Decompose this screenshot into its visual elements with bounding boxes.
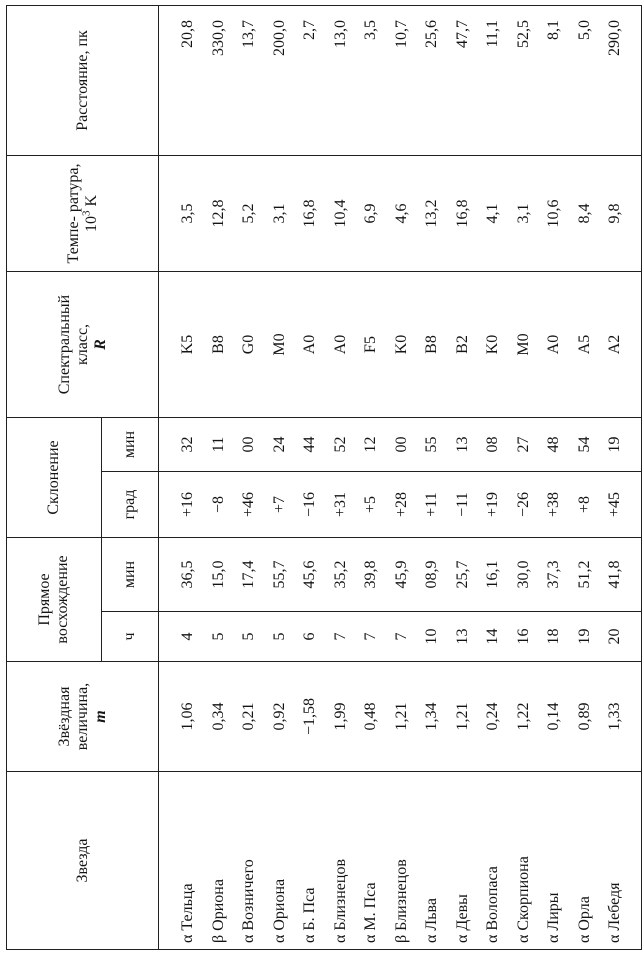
cell-distance: 25,6 [417, 5, 448, 155]
table-row [478, 5, 509, 949]
cell-dec-minutes: 27 [509, 417, 540, 471]
cell-ra-hours: 5 [234, 612, 265, 662]
cell-spectral-class: K5 [159, 271, 204, 417]
cell-temperature: 16,8 [448, 155, 479, 271]
cell-spectral-class: A2 [600, 271, 641, 417]
header-spectral-class: Спектральный класс, R [7, 271, 159, 417]
cell-star-name: α Возничего [234, 772, 265, 950]
table-row [265, 5, 296, 949]
table-row [295, 5, 326, 949]
cell-ra-minutes: 41,8 [600, 538, 641, 612]
cell-temperature: 4,1 [478, 155, 509, 271]
cell-star-name: β Близнецов [387, 772, 418, 950]
star-table [6, 5, 642, 950]
cell-ra-hours: 19 [570, 612, 601, 662]
cell-ra-minutes: 45,6 [295, 538, 326, 612]
header-ra-hours: ч [102, 612, 159, 662]
cell-temperature: 9,8 [600, 155, 641, 271]
cell-dec-minutes: 32 [159, 417, 204, 471]
cell-spectral-class: M0 [509, 271, 540, 417]
cell-temperature: 8,4 [570, 155, 601, 271]
cell-star-name: α Волопаса [478, 772, 509, 950]
cell-ra-hours: 16 [509, 612, 540, 662]
cell-distance: 8,1 [539, 5, 570, 155]
cell-star-name: α Скорпиона [509, 772, 540, 950]
cell-star-name: α Лиры [539, 772, 570, 950]
cell-distance: 13,7 [234, 5, 265, 155]
cell-magnitude: 0,24 [478, 662, 509, 772]
cell-dec-degrees: +19 [478, 472, 509, 538]
table-row [417, 5, 448, 949]
cell-dec-degrees: +8 [570, 472, 601, 538]
header-distance: Расстояние, пк [7, 5, 159, 155]
cell-spectral-class: A0 [539, 271, 570, 417]
cell-distance: 290,0 [600, 5, 641, 155]
cell-magnitude: 0,14 [539, 662, 570, 772]
table-row [539, 5, 570, 949]
cell-distance: 13,0 [326, 5, 357, 155]
header-magnitude: Звёздная величина, m [7, 662, 159, 772]
cell-dec-degrees: −11 [448, 472, 479, 538]
cell-temperature: 3,1 [265, 155, 296, 271]
cell-star-name: β Ориона [204, 772, 235, 950]
cell-magnitude: −1,58 [295, 662, 326, 772]
cell-dec-degrees: +46 [234, 472, 265, 538]
cell-ra-minutes: 37,3 [539, 538, 570, 612]
cell-star-name: α Ориона [265, 772, 296, 950]
cell-distance: 330,0 [204, 5, 235, 155]
cell-magnitude: 0,92 [265, 662, 296, 772]
cell-magnitude: 1,34 [417, 662, 448, 772]
cell-dec-minutes: 44 [295, 417, 326, 471]
cell-spectral-class: G0 [234, 271, 265, 417]
table-row [509, 5, 540, 949]
cell-dec-minutes: 00 [234, 417, 265, 471]
cell-ra-hours: 7 [326, 612, 357, 662]
cell-temperature: 10,4 [326, 155, 357, 271]
cell-dec-degrees: −26 [509, 472, 540, 538]
table-row [387, 5, 418, 949]
cell-distance: 10,7 [387, 5, 418, 155]
cell-dec-degrees: +7 [265, 472, 296, 538]
cell-ra-minutes: 08,9 [417, 538, 448, 612]
header-dec-degrees: град [102, 472, 159, 538]
cell-dec-minutes: 48 [539, 417, 570, 471]
cell-distance: 11,1 [478, 5, 509, 155]
cell-spectral-class: A5 [570, 271, 601, 417]
cell-dec-minutes: 52 [326, 417, 357, 471]
cell-star-name: α Девы [448, 772, 479, 950]
cell-dec-degrees: +16 [159, 472, 204, 538]
cell-magnitude: 1,21 [448, 662, 479, 772]
cell-star-name: α М. Пса [356, 772, 387, 950]
table-row [234, 5, 265, 949]
cell-spectral-class: K0 [387, 271, 418, 417]
header-declination: Склонение [7, 417, 102, 537]
table-body [159, 5, 642, 949]
cell-spectral-class: F5 [356, 271, 387, 417]
header-ra-minutes: мин [102, 538, 159, 612]
header-star: Звезда [7, 772, 159, 950]
cell-star-name: α Лебедя [600, 772, 641, 950]
cell-distance: 5,0 [570, 5, 601, 155]
cell-ra-hours: 20 [600, 612, 641, 662]
cell-distance: 2,7 [295, 5, 326, 155]
cell-distance: 3,5 [356, 5, 387, 155]
cell-distance: 20,8 [159, 5, 204, 155]
cell-dec-minutes: 24 [265, 417, 296, 471]
cell-dec-minutes: 00 [387, 417, 418, 471]
cell-temperature: 3,1 [509, 155, 540, 271]
cell-spectral-class: A0 [295, 271, 326, 417]
cell-ra-hours: 7 [356, 612, 387, 662]
table-row [326, 5, 357, 949]
cell-ra-hours: 6 [295, 612, 326, 662]
cell-temperature: 12,8 [204, 155, 235, 271]
cell-ra-minutes: 17,4 [234, 538, 265, 612]
table-row [448, 5, 479, 949]
cell-ra-hours: 5 [204, 612, 235, 662]
cell-star-name: α Б. Пса [295, 772, 326, 950]
cell-temperature: 10,6 [539, 155, 570, 271]
cell-ra-hours: 10 [417, 612, 448, 662]
cell-temperature: 16,8 [295, 155, 326, 271]
cell-distance: 47,7 [448, 5, 479, 155]
cell-magnitude: 0,21 [234, 662, 265, 772]
cell-magnitude: 1,99 [326, 662, 357, 772]
cell-distance: 200,0 [265, 5, 296, 155]
cell-dec-degrees: +31 [326, 472, 357, 538]
cell-magnitude: 0,48 [356, 662, 387, 772]
cell-spectral-class: B8 [417, 271, 448, 417]
cell-spectral-class: A0 [326, 271, 357, 417]
cell-ra-minutes: 30,0 [509, 538, 540, 612]
cell-ra-hours: 14 [478, 612, 509, 662]
cell-star-name: α Тельца [159, 772, 204, 950]
cell-ra-minutes: 45,9 [387, 538, 418, 612]
cell-ra-minutes: 15,0 [204, 538, 235, 612]
cell-dec-minutes: 12 [356, 417, 387, 471]
table-row [356, 5, 387, 949]
header-right-ascension: Прямое восхождение [7, 538, 102, 662]
cell-ra-hours: 7 [387, 612, 418, 662]
cell-dec-minutes: 08 [478, 417, 509, 471]
cell-spectral-class: B2 [448, 271, 479, 417]
cell-dec-degrees: +28 [387, 472, 418, 538]
cell-star-name: α Орла [570, 772, 601, 950]
cell-temperature: 3,5 [159, 155, 204, 271]
cell-ra-minutes: 25,7 [448, 538, 479, 612]
cell-temperature: 4,6 [387, 155, 418, 271]
cell-dec-degrees: +5 [356, 472, 387, 538]
cell-ra-minutes: 16,1 [478, 538, 509, 612]
cell-dec-minutes: 54 [570, 417, 601, 471]
cell-dec-degrees: +38 [539, 472, 570, 538]
cell-dec-minutes: 13 [448, 417, 479, 471]
cell-ra-minutes: 35,2 [326, 538, 357, 612]
cell-dec-minutes: 11 [204, 417, 235, 471]
cell-ra-hours: 13 [448, 612, 479, 662]
cell-ra-minutes: 55,7 [265, 538, 296, 612]
cell-magnitude: 1,21 [387, 662, 418, 772]
header-temperature: Темпе- ратура, $10^3$ K [7, 155, 159, 271]
cell-temperature: 6,9 [356, 155, 387, 271]
cell-dec-minutes: 19 [600, 417, 641, 471]
cell-ra-minutes: 39,8 [356, 538, 387, 612]
cell-ra-minutes: 51,2 [570, 538, 601, 612]
cell-dec-degrees: −16 [295, 472, 326, 538]
cell-magnitude: 0,89 [570, 662, 601, 772]
cell-magnitude: 1,06 [159, 662, 204, 772]
cell-spectral-class: B8 [204, 271, 235, 417]
cell-ra-hours: 4 [159, 612, 204, 662]
cell-dec-degrees: +45 [600, 472, 641, 538]
cell-ra-hours: 18 [539, 612, 570, 662]
cell-temperature: 13,2 [417, 155, 448, 271]
cell-dec-minutes: 55 [417, 417, 448, 471]
table-row [600, 5, 641, 949]
cell-dec-degrees: −8 [204, 472, 235, 538]
cell-magnitude: 0,34 [204, 662, 235, 772]
cell-star-name: α Льва [417, 772, 448, 950]
cell-magnitude: 1,22 [509, 662, 540, 772]
cell-temperature: 5,2 [234, 155, 265, 271]
cell-distance: 52,5 [509, 5, 540, 155]
table-row [159, 5, 204, 949]
cell-ra-minutes: 36,5 [159, 538, 204, 612]
table-row [570, 5, 601, 949]
cell-spectral-class: M0 [265, 271, 296, 417]
cell-ra-hours: 5 [265, 612, 296, 662]
table-row [204, 5, 235, 949]
cell-spectral-class: K0 [478, 271, 509, 417]
header-dec-minutes: мин [102, 417, 159, 471]
cell-star-name: α Близнецов [326, 772, 357, 950]
cell-dec-degrees: +11 [417, 472, 448, 538]
cell-magnitude: 1,33 [600, 662, 641, 772]
